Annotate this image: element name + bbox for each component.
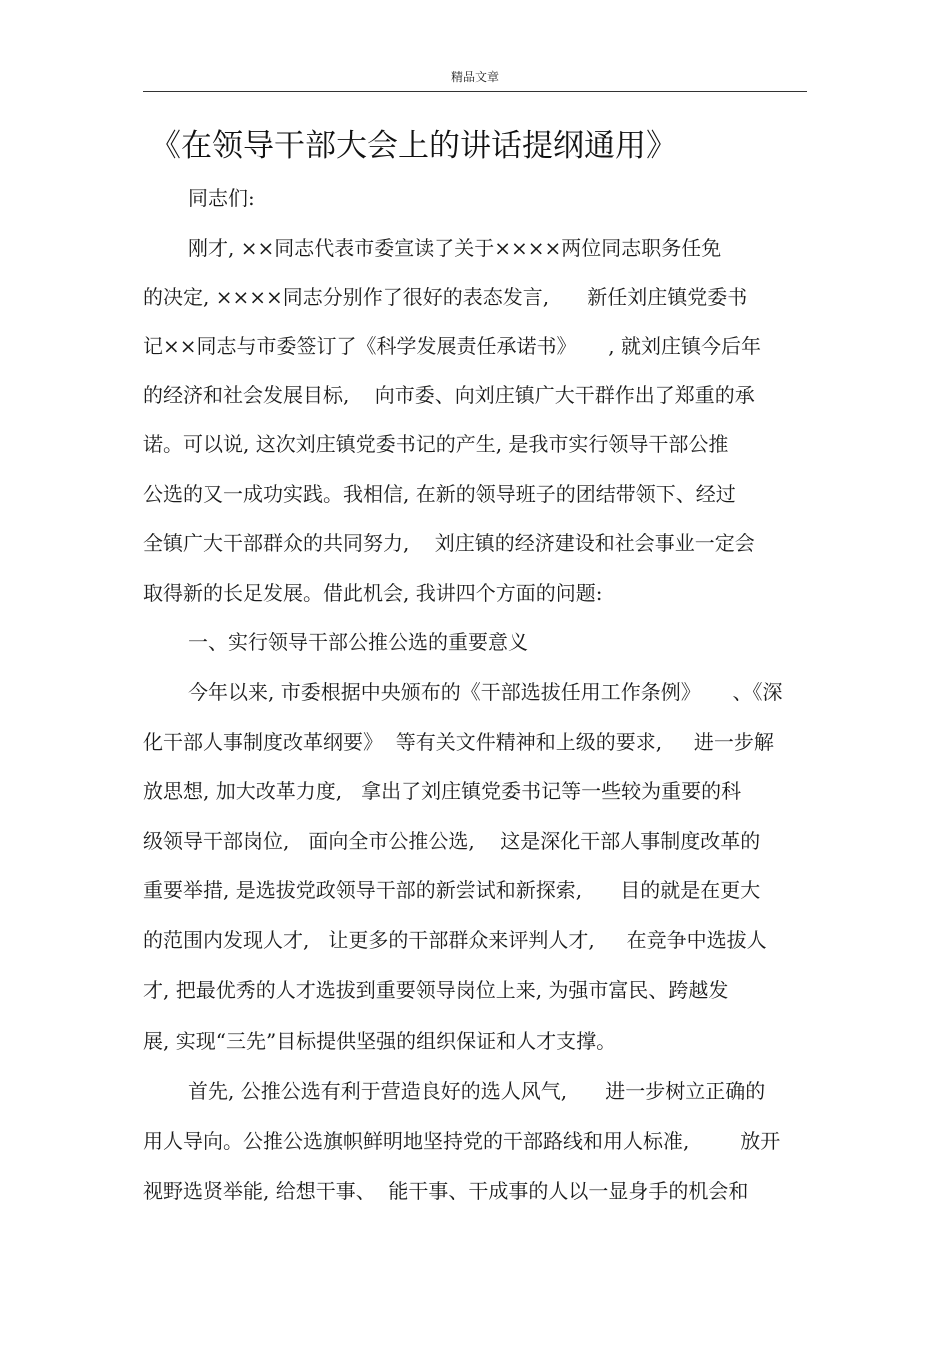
body-line: 记××同志与市委签订了《科学发展责任承诺书》 , 就刘庄镇今后年	[143, 334, 762, 358]
body-line: 化干部人事制度改革纲要》 等有关文件精神和上级的要求, 进一步解	[143, 730, 774, 754]
body-line: 放思想, 加大改革力度, 拿出了刘庄镇党委书记等一些较为重要的科	[143, 779, 742, 803]
body-line: 刚才, ××同志代表市委宣读了关于××××两位同志职务任免	[188, 236, 722, 260]
body-line: 级领导干部岗位, 面向全市公推公选, 这是深化干部人事制度改革的	[143, 829, 761, 853]
body-line: 重要举措, 是选拔党政领导干部的新尝试和新探索, 目的就是在更大	[143, 878, 761, 902]
document-title: 《在领导干部大会上的讲话提纲通用》	[150, 128, 677, 164]
body-line: 展, 实现“三先”目标提供坚强的组织保证和人才支撑。	[143, 1029, 617, 1053]
body-line: 全镇广大干部群众的共同努力, 刘庄镇的经济建设和社会事业一定会	[143, 531, 755, 555]
body-line: 的范围内发现人才, 让更多的干部群众来评判人才, 在竞争中选拔人	[143, 928, 767, 952]
body-line: 取得新的长足发展。借此机会, 我讲四个方面的问题:	[143, 581, 603, 605]
section-heading: 一、实行领导干部公推公选的重要意义	[188, 630, 528, 654]
body-line: 诺。可以说, 这次刘庄镇党委书记的产生, 是我市实行领导干部公推	[143, 432, 729, 456]
body-line: 今年以来, 市委根据中央颁布的《干部选拔任用工作条例》 、《深	[188, 680, 783, 704]
body-line: 视野选贤举能, 给想干事、 能干事、干成事的人以一显身手的机会和	[143, 1179, 749, 1203]
body-line: 的经济和社会发展目标, 向市委、向刘庄镇广大干群作出了郑重的承	[143, 383, 755, 407]
salutation-line: 同志们:	[188, 186, 255, 210]
body-line: 才, 把最优秀的人才选拔到重要领导岗位上来, 为强市富民、跨越发	[143, 978, 729, 1002]
body-line: 用人导向。公推公选旗帜鲜明地坚持党的干部路线和用人标准, 放开	[143, 1129, 781, 1153]
body-line: 公选的又一成功实践。我相信, 在新的领导班子的团结带领下、经过	[143, 482, 736, 506]
page-header-label: 精品文章	[450, 70, 499, 84]
body-line: 首先, 公推公选有利于营造良好的选人风气, 进一步树立正确的	[188, 1079, 766, 1103]
body-line: 的决定, ××××同志分别作了很好的表态发言, 新任刘庄镇党委书	[143, 285, 748, 309]
header-divider	[143, 91, 807, 92]
